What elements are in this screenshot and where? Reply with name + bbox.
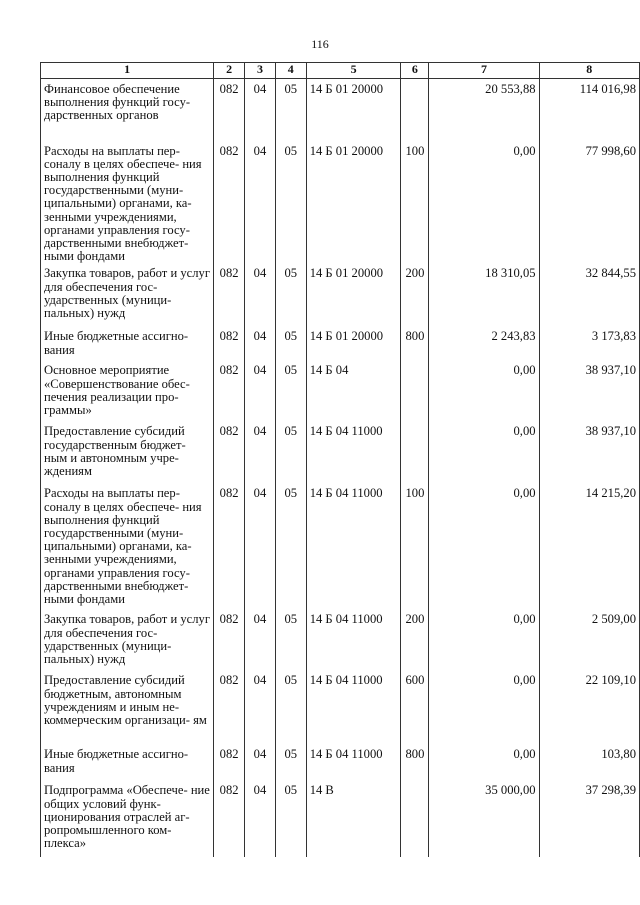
row-expense-type (401, 360, 429, 421)
row-amount-8: 37 298,39 (539, 780, 639, 857)
row-target-article: 14 Б 04 (306, 360, 401, 421)
row-ministry-code: 082 (214, 421, 245, 483)
row-section-code: 04 (245, 360, 276, 421)
row-name: Финансовое обеспечение выполнения функций госу- дарственных органов (41, 79, 214, 141)
row-section-code: 04 (245, 326, 276, 360)
row-amount-7: 20 553,88 (429, 79, 539, 141)
row-amount-7: 18 310,05 (429, 263, 539, 326)
row-expense-type: 100 (401, 483, 429, 609)
row-amount-8: 77 998,60 (539, 141, 639, 264)
row-section-code: 04 (245, 141, 276, 264)
row-subsection-code: 05 (275, 326, 306, 360)
table-row (41, 744, 640, 780)
table-row (41, 326, 640, 360)
row-name: Иные бюджетные ассигно- вания (41, 326, 214, 360)
col-header-amount-8: 8 (539, 63, 639, 79)
table-row (41, 141, 640, 264)
row-target-article: 14 Б 01 20000 (306, 141, 401, 264)
table-row (41, 780, 640, 857)
row-amount-8: 103,80 (539, 744, 639, 780)
row-section-code: 04 (245, 670, 276, 744)
row-amount-8: 14 215,20 (539, 483, 639, 609)
row-section-code: 04 (245, 263, 276, 326)
row-amount-8: 38 937,10 (539, 360, 639, 421)
row-subsection-code: 05 (275, 263, 306, 326)
row-target-article: 14 Б 01 20000 (306, 326, 401, 360)
table-row (41, 263, 640, 326)
row-section-code: 04 (245, 780, 276, 857)
row-amount-7: 0,00 (429, 483, 539, 609)
row-target-article: 14 Б 04 11000 (306, 609, 401, 670)
row-subsection-code: 05 (275, 483, 306, 609)
row-target-article: 14 Б 04 11000 (306, 670, 401, 744)
row-amount-8: 3 173,83 (539, 326, 639, 360)
row-name: Предоставление субсидий государственным бюджет- ным и автономным учре- ждениям (41, 421, 214, 483)
budget-table (40, 62, 640, 857)
row-amount-7: 0,00 (429, 744, 539, 780)
table-row (41, 421, 640, 483)
row-expense-type (401, 780, 429, 857)
row-expense-type: 200 (401, 263, 429, 326)
row-subsection-code: 05 (275, 141, 306, 264)
table-row (41, 670, 640, 744)
table-row (41, 79, 640, 141)
row-ministry-code: 082 (214, 744, 245, 780)
row-ministry-code: 082 (214, 263, 245, 326)
row-ministry-code: 082 (214, 141, 245, 264)
table-row (41, 360, 640, 421)
row-amount-7: 0,00 (429, 609, 539, 670)
row-target-article: 14 Б 01 20000 (306, 79, 401, 141)
page-number: 116 (311, 37, 329, 51)
row-subsection-code: 05 (275, 360, 306, 421)
row-expense-type: 600 (401, 670, 429, 744)
row-target-article: 14 Б 01 20000 (306, 263, 401, 326)
row-subsection-code: 05 (275, 421, 306, 483)
row-subsection-code: 05 (275, 609, 306, 670)
row-name: Расходы на выплаты пер- соналу в целях обеспече- ния выполнения функций государственными (муни- ципальными) органами, ка- зенными учреждениями, органами управления госу- дарственными внебюджет- ными фондами (41, 141, 214, 264)
row-amount-7: 2 243,83 (429, 326, 539, 360)
row-amount-8: 114 016,98 (539, 79, 639, 141)
row-name: Закупка товаров, работ и услуг для обеспечения гос- ударственных (муници- пальных) нужд (41, 263, 214, 326)
row-section-code: 04 (245, 421, 276, 483)
table-row (41, 483, 640, 609)
row-ministry-code: 082 (214, 326, 245, 360)
row-amount-7: 0,00 (429, 141, 539, 264)
col-header-section: 3 (245, 63, 276, 79)
row-amount-8: 38 937,10 (539, 421, 639, 483)
row-ministry-code: 082 (214, 79, 245, 141)
row-amount-7: 35 000,00 (429, 780, 539, 857)
row-ministry-code: 082 (214, 780, 245, 857)
col-header-expense-type: 6 (401, 63, 429, 79)
row-section-code: 04 (245, 79, 276, 141)
col-header-subsection: 4 (275, 63, 306, 79)
col-header-name: 1 (41, 63, 214, 79)
col-header-amount-7: 7 (429, 63, 539, 79)
row-section-code: 04 (245, 609, 276, 670)
row-target-article: 14 Б 04 11000 (306, 483, 401, 609)
row-section-code: 04 (245, 483, 276, 609)
row-ministry-code: 082 (214, 670, 245, 744)
row-amount-7: 0,00 (429, 421, 539, 483)
row-expense-type: 200 (401, 609, 429, 670)
table-row (41, 609, 640, 670)
row-expense-type (401, 79, 429, 141)
row-amount-8: 32 844,55 (539, 263, 639, 326)
row-expense-type: 800 (401, 326, 429, 360)
table-header-row (41, 63, 640, 79)
row-subsection-code: 05 (275, 744, 306, 780)
row-ministry-code: 082 (214, 609, 245, 670)
row-amount-7: 0,00 (429, 360, 539, 421)
row-name: Предоставление субсидий бюджетным, автономным учреждениям и иным не- коммерческим организаци- ям (41, 670, 214, 744)
row-target-article: 14 Б 04 11000 (306, 744, 401, 780)
row-amount-7: 0,00 (429, 670, 539, 744)
col-header-target-article: 5 (306, 63, 401, 79)
row-expense-type (401, 421, 429, 483)
row-expense-type: 800 (401, 744, 429, 780)
row-section-code: 04 (245, 744, 276, 780)
row-ministry-code: 082 (214, 483, 245, 609)
row-target-article: 14 Б 04 11000 (306, 421, 401, 483)
row-name: Закупка товаров, работ и услуг для обеспечения гос- ударственных (муници- пальных) нужд (41, 609, 214, 670)
row-name: Расходы на выплаты пер- соналу в целях обеспече- ния выполнения функций государственными (муни- ципальными) органами, ка- зенными учреждениями, органами управления госу- дарственными внебюджет- ными фондами (41, 483, 214, 609)
row-subsection-code: 05 (275, 670, 306, 744)
row-target-article: 14 В (306, 780, 401, 857)
row-name: Иные бюджетные ассигно- вания (41, 744, 214, 780)
row-amount-8: 22 109,10 (539, 670, 639, 744)
row-name: Подпрограмма «Обеспече- ние общих условий функ- ционирования отраслей аг- ропромышленного ком- плекса» (41, 780, 214, 857)
row-ministry-code: 082 (214, 360, 245, 421)
col-header-ministry: 2 (214, 63, 245, 79)
row-expense-type: 100 (401, 141, 429, 264)
row-amount-8: 2 509,00 (539, 609, 639, 670)
row-name: Основное мероприятие «Совершенствование обес- печения реализации про- граммы» (41, 360, 214, 421)
row-subsection-code: 05 (275, 79, 306, 141)
row-subsection-code: 05 (275, 780, 306, 857)
